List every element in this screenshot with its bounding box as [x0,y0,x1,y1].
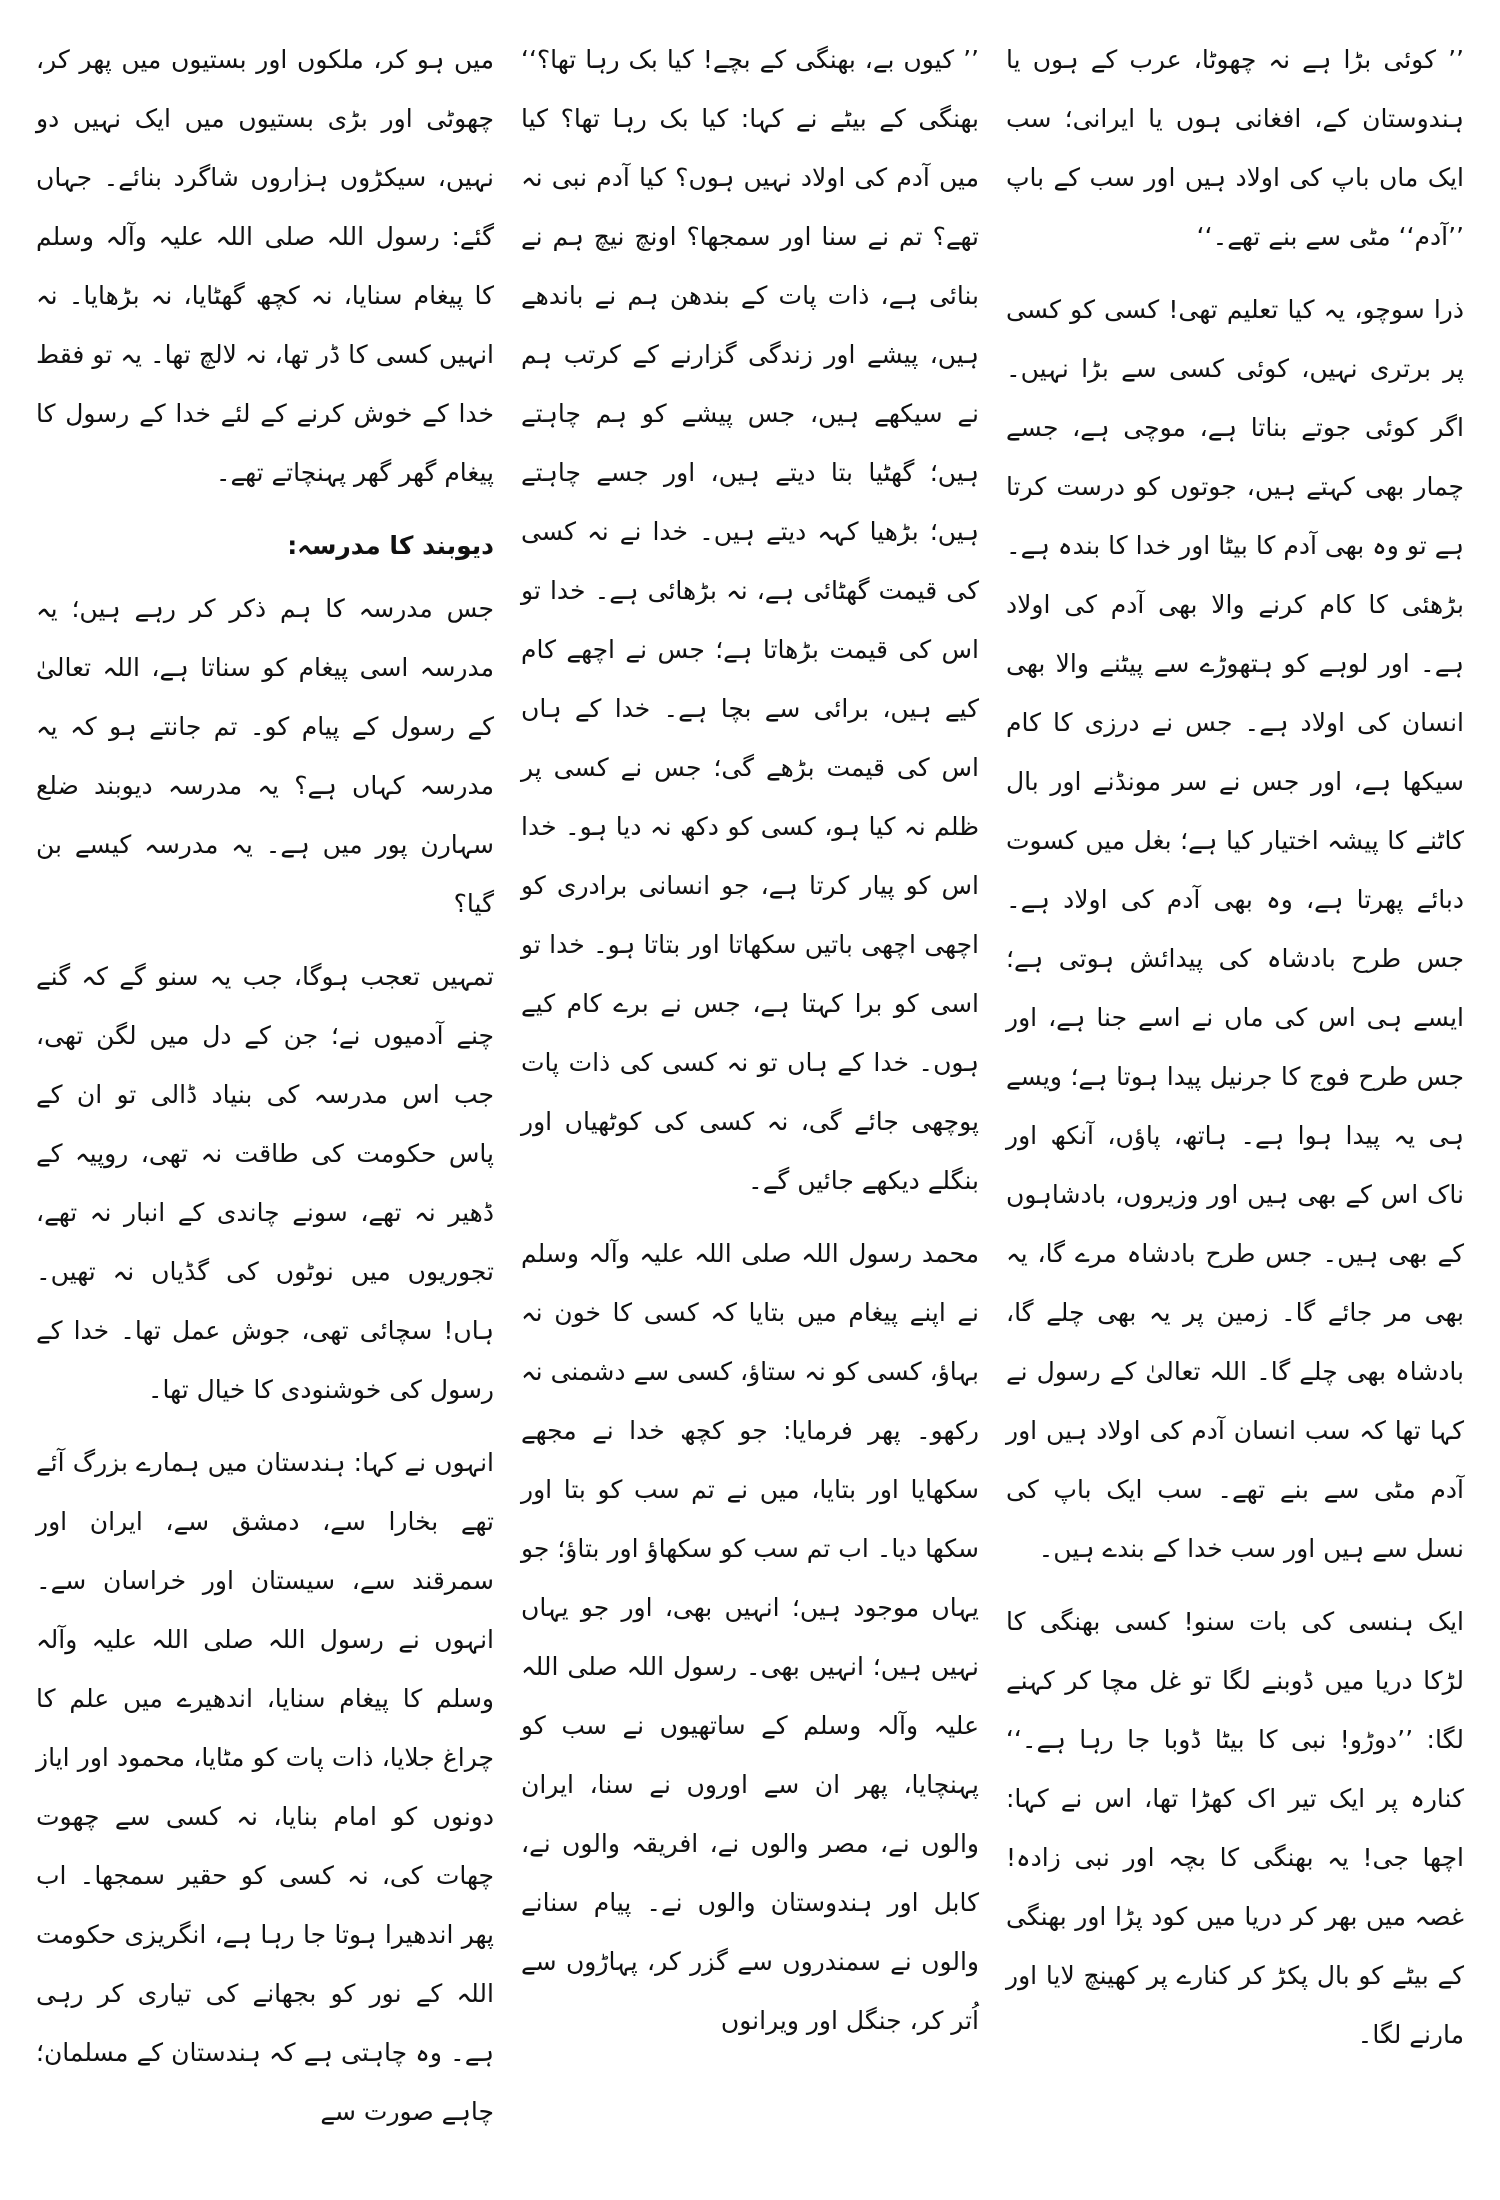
paragraph: ’’ کیوں بے، بھنگی کے بچے! کیا بک رہا تھا؟‘‘ بھنگی کے بیٹے نے کہا: کیا بک رہا تھا؟ کیا میں آدم کی اولاد نہیں ہوں؟ کیا آدم نبی نہ تھے؟ تم نے سنا اور سمجھا؟ اونچ نیچ ہم نے بنائی ہے، ذات پات کے بندھن ہم نے باندھے ہیں، پیشے اور زندگی گزارنے کے کرتب ہم نے سیکھے ہیں، جس پیشے کو ہم چاہتے ہیں؛ گھٹیا بتا دیتے ہیں، اور جسے چاہتے ہیں؛ بڑھیا کہہ دیتے ہیں۔ خدا نے نہ کسی کی قیمت گھٹائی ہے، نہ بڑھائی ہے۔ خدا تو اس کی قیمت بڑھاتا ہے؛ جس نے اچھے کام کیے ہیں، برائی سے بچا ہے۔ خدا کے ہاں اس کی قیمت بڑھے گی؛ جس نے کسی پر ظلم نہ کیا ہو، کسی کو دکھ نہ دیا ہو۔ خدا اس کو پیار کرتا ہے، جو انسانی برادری کو اچھی اچھی باتیں سکھاتا اور بتاتا ہو۔ خدا تو اسی کو برا کہتا ہے، جس نے برے کام کیے ہوں۔ خدا کے ہاں تو نہ کسی کی ذات پات پوچھی جائے گی، نہ کسی کی کوٹھیاں اور بنگلے دیکھے جائیں گے۔ [521,45,979,1195]
column-middle [521,30,979,2170]
paragraph: تمہیں تعجب ہوگا، جب یہ سنو گے کہ گنے چنے آدمیوں نے؛ جن کے دل میں لگن تھی، جب اس مدرسہ کی بنیاد ڈالی تو ان کے پاس حکومت کی طاقت نہ تھی، روپیہ کے ڈھیر نہ تھے، سونے چاندی کے انبار نہ تھے، تجوریوں میں نوٹوں کی گڈیاں نہ تھیں۔ ہاں! سچائی تھی، جوش عمل تھا۔ خدا کے رسول کی خوشنودی کا خیال تھا۔ [36,962,494,1404]
paragraph: جس مدرسہ کا ہم ذکر کر رہے ہیں؛ یہ مدرسہ اسی پیغام کو سناتا ہے، اللہ تعالیٰ کے رسول کے پیام کو۔ تم جانتے ہو کہ یہ مدرسہ کہاں ہے؟ یہ مدرسہ دیوبند ضلع سہارن پور میں ہے۔ یہ مدرسہ کیسے بن گیا؟ [36,594,494,918]
paragraph: محمد رسول اللہ صلی اللہ علیہ وآلہ وسلم نے اپنے پیغام میں بتایا کہ کسی کا خون نہ بہاؤ، کسی کو نہ ستاؤ، کسی سے دشمنی نہ رکھو۔ پھر فرمایا: جو کچھ خدا نے مجھے سکھایا اور بتایا، میں نے تم سب کو بتا اور سکھا دیا۔ اب تم سب کو سکھاؤ اور بتاؤ؛ جو یہاں موجود ہیں؛ انہیں بھی، اور جو یہاں نہیں ہیں؛ انہیں بھی۔ رسول اللہ صلی اللہ علیہ وآلہ وسلم کے ساتھیوں نے سب کو پہنچایا، پھر ان سے اوروں نے سنا، ایران والوں نے، مصر والوں نے، افریقہ والوں نے، کابل اور ہندوستان والوں نے۔ پیام سنانے والوں نے سمندروں سے گزر کر، پہاڑوں سے اُتر کر، جنگل اور ویرانوں [521,1239,979,2035]
section-heading: دیوبند کا مدرسہ: [287,531,494,560]
column-right [1006,30,1464,2170]
paragraph: ایک ہنسی کی بات سنو! کسی بھنگی کا لڑکا دریا میں ڈوبنے لگا تو غل مچا کر کہنے لگا: ’’دوڑو! نبی کا بیٹا ڈوبا جا رہا ہے۔‘‘ کنارہ پر ایک تیر اک کھڑا تھا، اس نے کہا: اچھا جی! یہ بھنگی کا بچہ اور نبی زادہ! غصہ میں بھر کر دریا میں کود پڑا اور بھنگی کے بیٹے کو بال پکڑ کر کنارے پر کھینچ لایا اور مارنے لگا۔ [1006,1607,1464,2049]
paragraph: انہوں نے کہا: ہندستان میں ہمارے بزرگ آئے تھے بخارا سے، دمشق سے، ایران اور سمرقند سے، سیستان اور خراسان سے۔ انہوں نے رسول اللہ صلی اللہ علیہ وآلہ وسلم کا پیغام سنایا، اندھیرے میں علم کا چراغ جلایا، ذات پات کو مٹایا، محمود اور ایاز دونوں کو امام بنایا، نہ کسی سے چھوت چھات کی، نہ کسی کو حقیر سمجھا۔ اب پھر اندھیرا ہوتا جا رہا ہے، انگریزی حکومت اللہ کے نور کو بجھانے کی تیاری کر رہی ہے۔ وہ چاہتی ہے کہ ہندستان کے مسلمان؛ چاہے صورت سے [36,1448,494,2126]
paragraph: ’’ کوئی بڑا ہے نہ چھوٹا، عرب کے ہوں یا ہندوستان کے، افغانی ہوں یا ایرانی؛ سب ایک ماں باپ کی اولاد ہیں اور سب کے باپ ’’آدم‘‘ مٹی سے بنے تھے۔‘‘ [1006,45,1464,251]
text-columns [36,30,1464,2170]
paragraph: ذرا سوچو، یہ کیا تعلیم تھی! کسی کو کسی پر برتری نہیں، کوئی کسی سے بڑا نہیں۔ اگر کوئی جوتے بناتا ہے، موچی ہے، جسے چمار بھی کہتے ہیں، جوتوں کو درست کرتا ہے تو وہ بھی آدم کا بیٹا اور خدا کا بندہ ہے۔ بڑھئی کا کام کرنے والا بھی آدم کی اولاد ہے۔ اور لوہے کو ہتھوڑے سے پیٹنے والا بھی انسان کی اولاد ہے۔ جس نے درزی کا کام سیکھا ہے، اور جس نے سر مونڈنے اور بال کاٹنے کا پیشہ اختیار کیا ہے؛ بغل میں کسوت دبائے پھرتا ہے، وہ بھی آدم کی اولاد ہے۔ جس طرح بادشاہ کی پیدائش ہوتی ہے؛ ایسے ہی اس کی ماں نے اسے جنا ہے، اور جس طرح فوج کا جرنیل پیدا ہوتا ہے؛ ویسے ہی یہ پیدا ہوا ہے۔ ہاتھ، پاؤں، آنکھ اور ناک اس کے بھی ہیں اور وزیروں، بادشاہوں کے بھی ہیں۔ جس طرح بادشاہ مرے گا، یہ بھی مر جائے گا۔ زمین پر یہ بھی چلے گا، بادشاہ بھی چلے گا۔ اللہ تعالیٰ کے رسول نے کہا تھا کہ سب انسان آدم کی اولاد ہیں اور آدم مٹی سے بنے تھے۔ سب ایک باپ کی نسل سے ہیں اور سب خدا کے بندے ہیں۔ [1006,295,1464,1563]
column-left [36,30,494,2170]
paragraph: میں ہو کر، ملکوں اور بستیوں میں پھر کر، چھوٹی اور بڑی بستیوں میں ایک نہیں دو نہیں، سیکڑوں ہزاروں شاگرد بنائے۔ جہاں گئے: رسول اللہ صلی اللہ علیہ وآلہ وسلم کا پیغام سنایا، نہ کچھ گھٹایا، نہ بڑھایا۔ نہ انہیں کسی کا ڈر تھا، نہ لالچ تھا۔ یہ تو فقط خدا کے خوش کرنے کے لئے خدا کے رسول کا پیغام گھر گھر پہنچاتے تھے۔ [36,45,494,487]
